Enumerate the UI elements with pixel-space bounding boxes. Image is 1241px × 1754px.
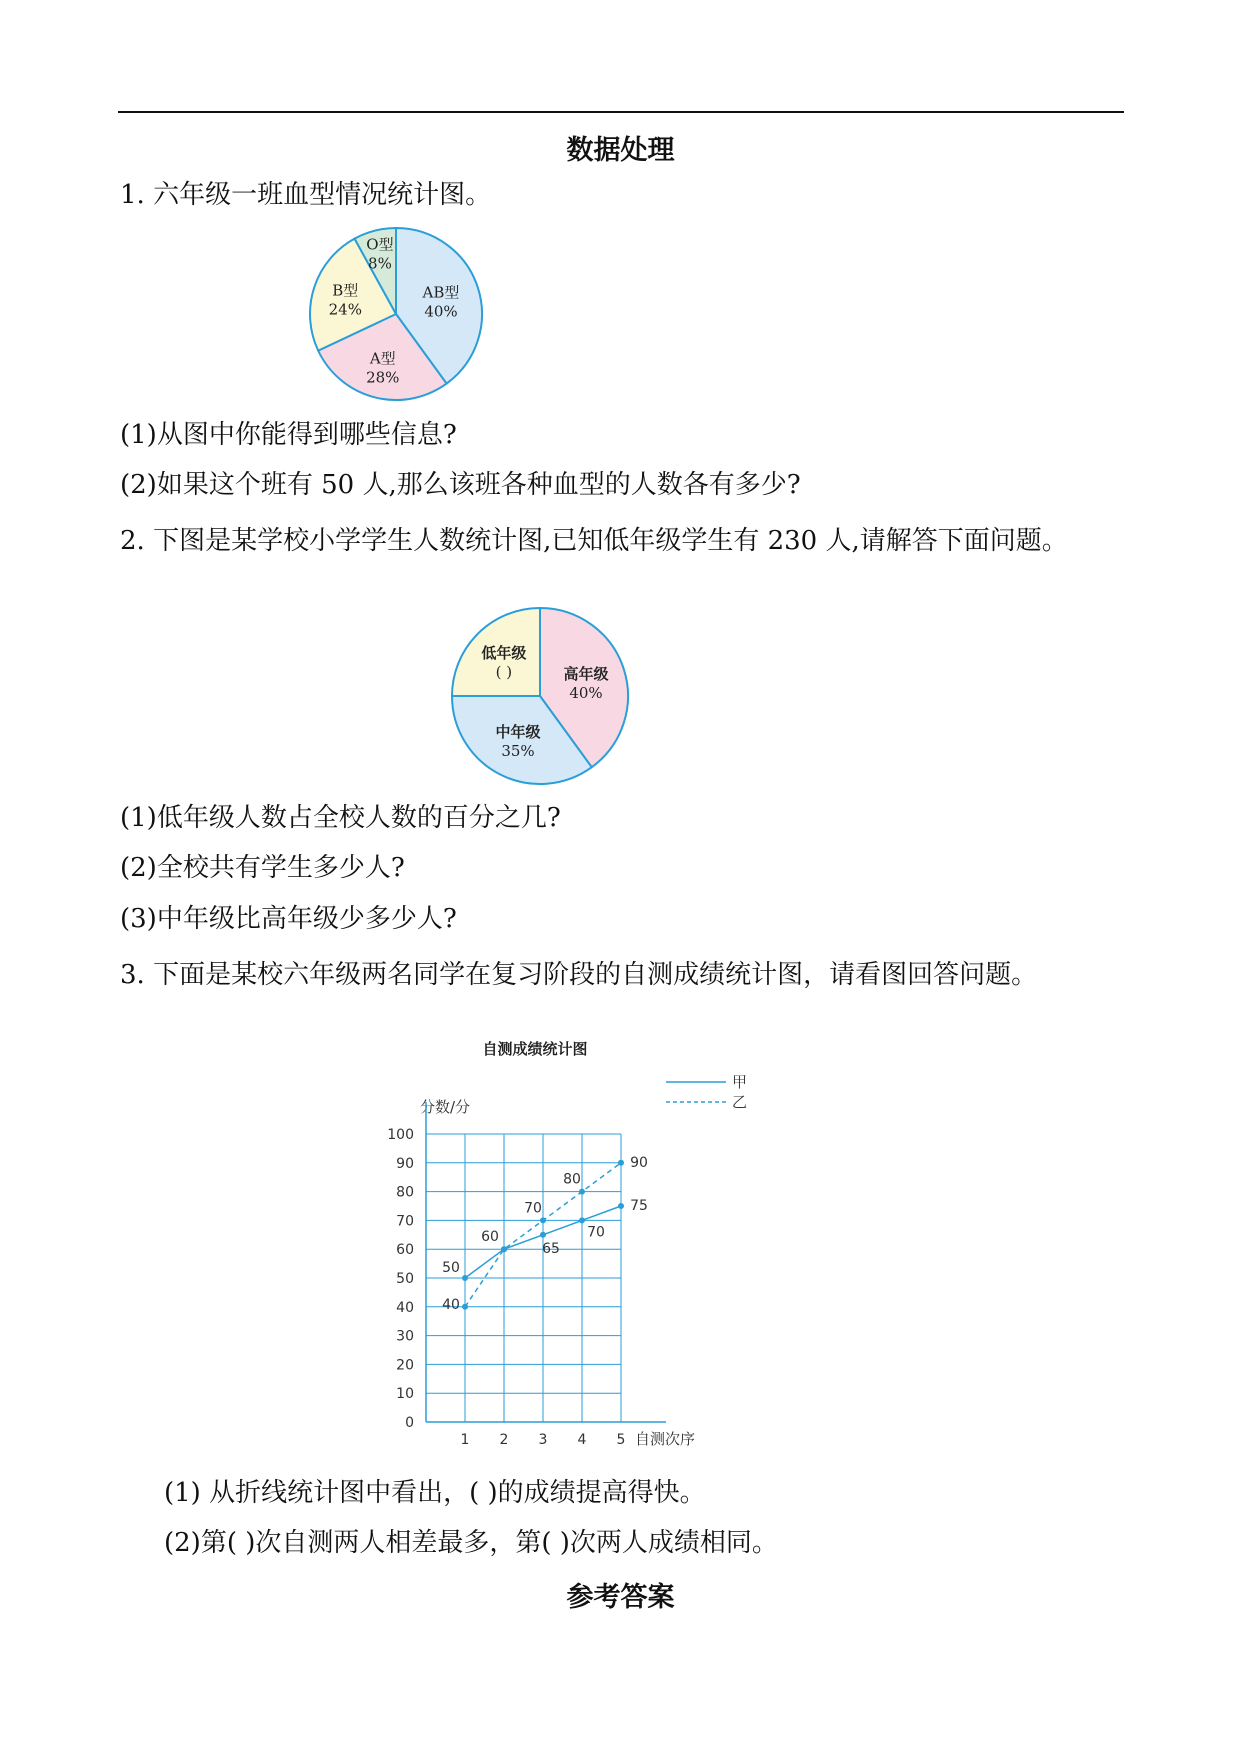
pie-label-0: AB型 xyxy=(422,283,460,302)
y-tick-label-9: 90 xyxy=(396,1155,414,1172)
q2-sub1: (1)低年级人数占全校人数的百分之几? xyxy=(120,803,561,833)
data-label-s0-3: 70 xyxy=(587,1224,605,1241)
data-point-s0-0 xyxy=(462,1275,468,1281)
pie-label-1: A型 xyxy=(369,349,396,368)
pie-value-label-0: 40% xyxy=(424,302,458,321)
answers-title: 参考答案 xyxy=(566,1582,675,1613)
x-tick-label-0: 1 xyxy=(460,1432,470,1448)
y-tick-label-8: 80 xyxy=(396,1184,414,1201)
y-tick-label-5: 50 xyxy=(396,1271,414,1287)
data-label-s1-3: 80 xyxy=(563,1171,581,1188)
blood-type-pie-chart xyxy=(300,222,500,408)
y-tick-label-10: 100 xyxy=(387,1127,414,1143)
y-tick-label-6: 60 xyxy=(396,1242,414,1259)
data-label-s0-4: 75 xyxy=(630,1198,648,1214)
pie-label-0: 高年级 xyxy=(563,665,609,684)
header-rule xyxy=(118,111,1124,113)
pie-value-label-1: 28% xyxy=(366,368,400,387)
x-axis-label: 自测次序 xyxy=(635,1430,696,1448)
y-axis-label: 分数/分 xyxy=(420,1098,471,1116)
y-tick-label-0: 0 xyxy=(405,1415,414,1431)
q1-sub1: (1)从图中你能得到哪些信息? xyxy=(120,420,457,450)
legend-label-1: 乙 xyxy=(732,1093,748,1111)
data-label-s0-0: 50 xyxy=(442,1260,460,1276)
pie-value-label-1: 35% xyxy=(501,742,535,761)
x-tick-label-4: 5 xyxy=(616,1432,626,1448)
q3-sub2: (2)第( )次自测两人相差最多，第( )次两人成绩相同。 xyxy=(164,1528,778,1558)
data-point-s1-4 xyxy=(618,1160,624,1166)
x-tick-label-3: 4 xyxy=(577,1432,587,1448)
y-tick-label-4: 40 xyxy=(396,1299,414,1316)
pie-label-3: O型 xyxy=(366,235,394,254)
chart-title: 自测成绩统计图 xyxy=(482,1040,588,1058)
legend-label-0: 甲 xyxy=(732,1073,748,1091)
data-point-s0-4 xyxy=(618,1203,624,1209)
data-label-s0-1: 60 xyxy=(481,1229,499,1246)
y-tick-label-3: 30 xyxy=(396,1328,414,1345)
data-label-s1-2: 70 xyxy=(524,1200,542,1217)
q2-stem: 2. 下图是某学校小学学生人数统计图,已知低年级学生有 230 人,请解答下面问题。 xyxy=(120,526,1068,556)
pie-label-2: B型 xyxy=(332,281,359,300)
x-tick-label-2: 3 xyxy=(538,1432,548,1448)
pie-label-2: 低年级 xyxy=(481,643,527,662)
data-point-s1-3 xyxy=(579,1189,585,1195)
q2-sub3: (3)中年级比高年级少多少人? xyxy=(120,904,457,934)
pie-label-1: 中年级 xyxy=(495,723,541,742)
q2-sub2: (2)全校共有学生多少人? xyxy=(120,853,405,883)
q1-stem: 1. 六年级一班血型情况统计图。 xyxy=(120,180,492,210)
y-tick-label-2: 20 xyxy=(396,1357,414,1374)
y-tick-label-1: 10 xyxy=(396,1386,414,1403)
data-point-s0-2 xyxy=(540,1232,546,1238)
pie-value-label-2: 24% xyxy=(328,300,362,319)
page-title: 数据处理 xyxy=(566,135,675,166)
data-point-s1-2 xyxy=(540,1217,546,1223)
pie-value-label-3: 8% xyxy=(368,254,392,273)
y-tick-label-7: 70 xyxy=(396,1213,414,1230)
data-label-s1-0: 40 xyxy=(442,1296,460,1313)
data-label-s1-4: 90 xyxy=(630,1154,648,1171)
data-point-s0-3 xyxy=(579,1217,585,1223)
q3-stem: 3. 下面是某校六年级两名同学在复习阶段的自测成绩统计图，请看图回答问题。 xyxy=(120,960,1038,990)
data-label-s0-2: 65 xyxy=(542,1240,560,1257)
x-tick-label-1: 2 xyxy=(499,1432,509,1448)
q1-sub2: (2)如果这个班有 50 人,那么该班各种血型的人数各有多少? xyxy=(120,470,801,500)
pie-value-label-0: 40% xyxy=(569,684,603,703)
student-count-pie-chart xyxy=(440,596,660,796)
q3-sub1: (1) 从折线统计图中看出，( )的成绩提高得快。 xyxy=(164,1478,706,1508)
data-point-s1-0 xyxy=(462,1304,468,1310)
pie-value-label-2: ( ) xyxy=(495,662,513,681)
score-line-chart xyxy=(370,1036,770,1466)
data-point-s1-1 xyxy=(501,1246,507,1252)
